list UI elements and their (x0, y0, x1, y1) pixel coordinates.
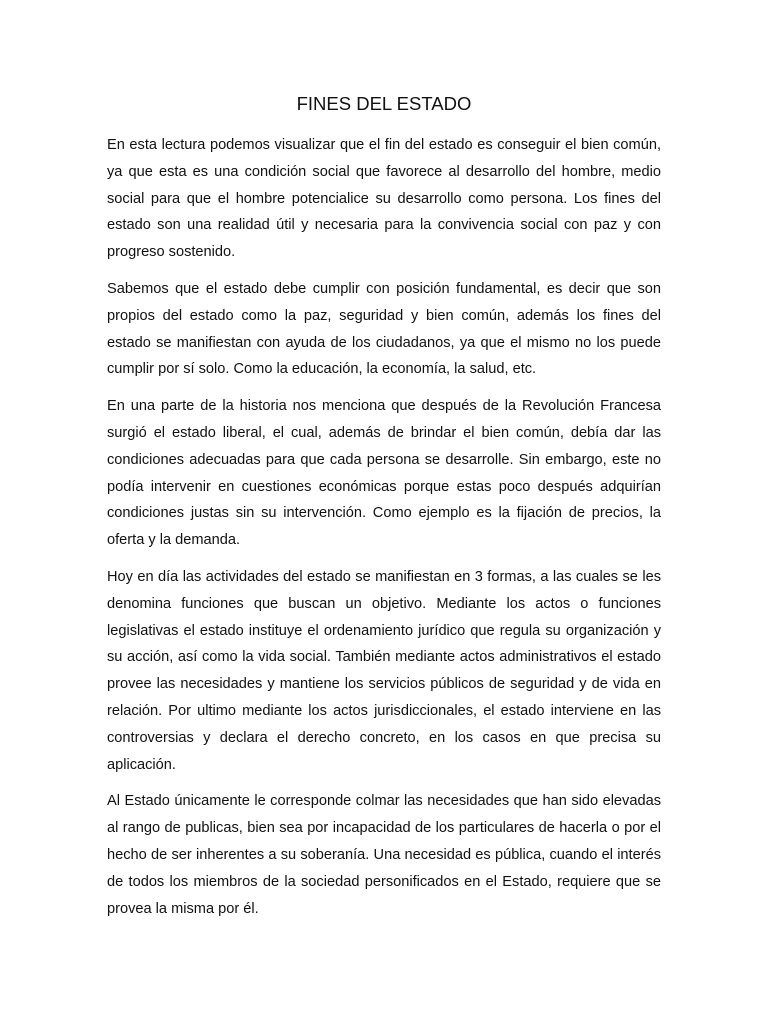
paragraph-1: En esta lectura podemos visualizar que el fin del estado es conseguir el bien común, ya que esta es una condición social que favorece al desarrollo del hombre, medio social para que el hombre potencialice su desarrollo como persona. Los fines del estado son una realidad útil y necesaria para la convivencia social con paz y con progreso sostenido. (107, 137, 661, 261)
document-page (107, 90, 661, 932)
paragraph-3: En una parte de la historia nos menciona que después de la Revolución Francesa surgió el estado liberal, el cual, además de brindar el bien común, debía dar las condiciones adecuadas para que cada persona se desarrolle. Sin embargo, este no podía intervenir en cuestiones económicas porque estas poco después adquirían condiciones justas sin su intervención. Como ejemplo es la fijación de precios, la oferta y la demanda. (107, 398, 661, 549)
paragraph-4: Hoy en día las actividades del estado se manifiestan en 3 formas, a las cuales se les denomina funciones que buscan un objetivo. Mediante los actos o funciones legislativas el estado instituye el ordenamiento jurídico que regula su organización y su acción, así como la vida social. También mediante actos administrativos el estado provee las necesidades y mantiene los servicios públicos de seguridad y de vida en relación. Por ultimo mediante los actos jurisdiccionales, el estado interviene en las controversias y declara el derecho concreto, en los casos en que precisa su aplicación. (107, 568, 661, 773)
document-title: FINES DEL ESTADO (296, 93, 472, 114)
paragraph-5: Al Estado únicamente le corresponde colmar las necesidades que han sido elevadas al rango de publicas, bien sea por incapacidad de los particulares de hacerla o por el hecho de ser inherentes a su soberanía. Una necesidad es pública, cuando el interés de todos los miembros de la sociedad personificados en el Estado, requiere que se provea la misma por él. (107, 793, 661, 917)
paragraph-2: Sabemos que el estado debe cumplir con posición fundamental, es decir que son propios del estado como la paz, seguridad y bien común, además los fines del estado se manifiestan con ayuda de los ciudadanos, ya que el mismo no los puede cumplir por sí solo. Como la educación, la economía, la salud, etc. (107, 280, 661, 378)
